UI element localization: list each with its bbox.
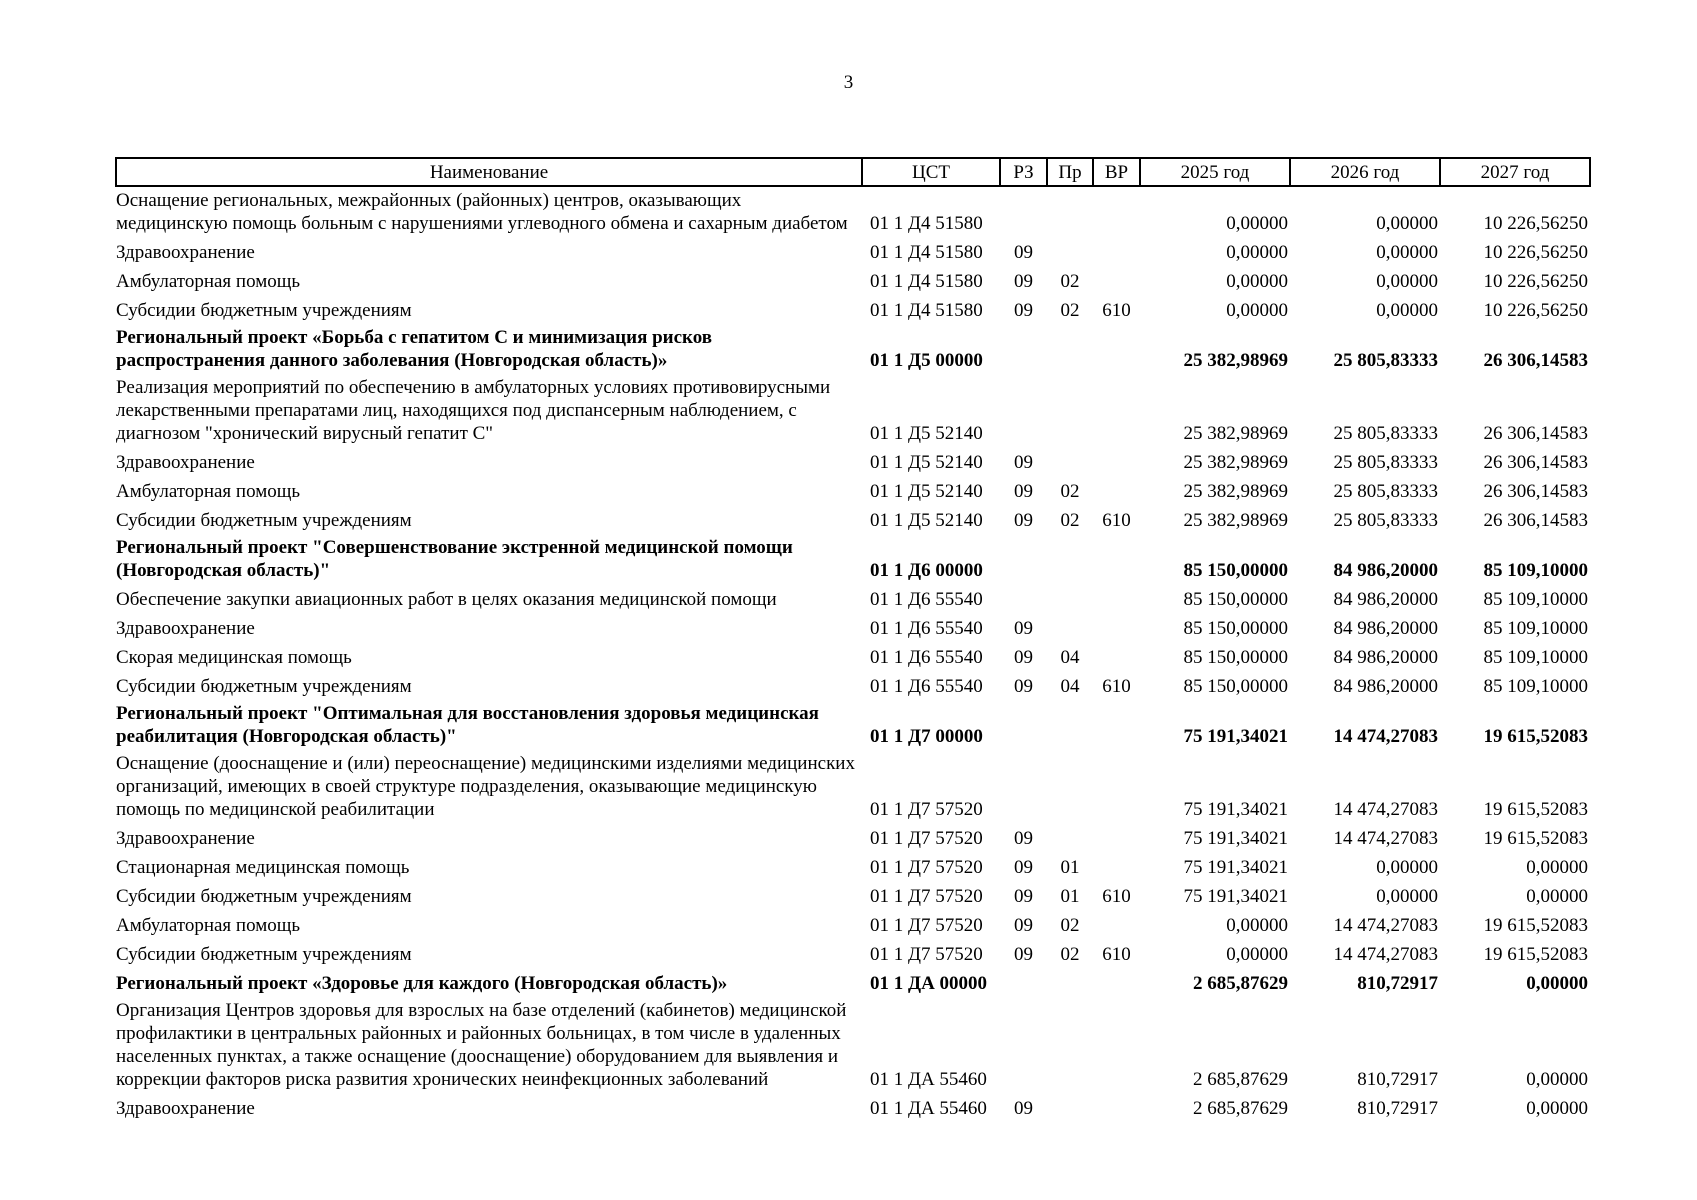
cell-name: Региональный проект "Оптимальная для восстановления здоровья медицинская реабилитация (Новгородская область)" <box>116 703 819 747</box>
cell-pr: 01 <box>1060 857 1080 878</box>
cell-cst: 01 1 Д6 55540 <box>870 618 983 639</box>
cell-y2027: 26 306,14583 <box>1483 510 1588 531</box>
cell-vr <box>1093 266 1140 295</box>
cell-rz <box>1000 997 1047 1093</box>
cell-name: Амбулаторная помощь <box>116 271 301 292</box>
cell-y2026: 0,00000 <box>1376 300 1438 321</box>
cell-cst: 01 1 Д5 52140 <box>870 510 983 531</box>
table-row <box>116 476 1590 505</box>
cell-y2026: 84 986,20000 <box>1333 560 1438 581</box>
cell-pr: 02 <box>1060 510 1080 531</box>
cell-y2026: 14 474,27083 <box>1333 726 1438 747</box>
cell-cst: 01 1 ДА 00000 <box>870 973 988 994</box>
cell-pr <box>1047 186 1093 237</box>
table-row <box>116 997 1590 1093</box>
column-header-2027: 2027 год <box>1440 158 1590 186</box>
table-row <box>116 750 1590 823</box>
table-row <box>116 374 1590 447</box>
table-row <box>116 881 1590 910</box>
cell-rz <box>1000 186 1047 237</box>
cell-y2027: 10 226,56250 <box>1483 213 1588 234</box>
cell-cst: 01 1 Д7 57520 <box>870 799 983 820</box>
cell-y2025: 75 191,34021 <box>1183 828 1288 849</box>
cell-y2027: 26 306,14583 <box>1483 350 1588 371</box>
cell-vr: 610 <box>1102 300 1131 321</box>
cell-vr <box>1093 186 1140 237</box>
cell-y2027: 10 226,56250 <box>1483 242 1588 263</box>
cell-vr <box>1093 823 1140 852</box>
cell-y2027: 19 615,52083 <box>1483 799 1588 820</box>
cell-y2025: 75 191,34021 <box>1183 726 1288 747</box>
cell-y2025: 25 382,98969 <box>1183 510 1288 531</box>
cell-vr: 610 <box>1102 944 1131 965</box>
cell-y2026: 0,00000 <box>1376 242 1438 263</box>
cell-vr <box>1093 237 1140 266</box>
cell-name: Реализация мероприятий по обеспечению в амбулаторных условиях противовирусными лекарственными препаратами лиц, находящихся под диспансерным наблюдением, с диагнозом "хронический вирусный гепатит С" <box>116 377 831 444</box>
table-row <box>116 584 1590 613</box>
cell-rz: 09 <box>1014 886 1033 907</box>
cell-vr <box>1093 642 1140 671</box>
cell-vr <box>1093 700 1140 750</box>
cell-pr: 04 <box>1060 647 1080 668</box>
cell-vr: 610 <box>1102 676 1131 697</box>
cell-vr <box>1093 476 1140 505</box>
cell-y2026: 25 805,83333 <box>1333 452 1438 473</box>
cell-name: Здравоохранение <box>116 1098 255 1119</box>
cell-y2027: 85 109,10000 <box>1483 589 1588 610</box>
cell-name: Организация Центров здоровья для взрослых на базе отделений (кабинетов) медицинской профилактики в центральных районных и районных больницах, в том числе в удаленных населенных пунктах, а также оснащение (дооснащение) оборудованием для выявления и коррекции факторов риска развития хронических неинфекционных заболеваний <box>116 1000 847 1090</box>
cell-y2026: 810,72917 <box>1357 1069 1438 1090</box>
cell-pr: 02 <box>1060 944 1080 965</box>
cell-name: Скорая медицинская помощь <box>116 647 352 668</box>
cell-pr <box>1047 374 1093 447</box>
table-row <box>116 295 1590 324</box>
cell-y2026: 14 474,27083 <box>1333 799 1438 820</box>
cell-y2027: 0,00000 <box>1526 973 1588 994</box>
cell-pr <box>1047 447 1093 476</box>
cell-y2025: 25 382,98969 <box>1183 350 1288 371</box>
cell-y2027: 19 615,52083 <box>1483 828 1588 849</box>
cell-rz: 09 <box>1014 647 1033 668</box>
cell-pr <box>1047 1093 1093 1122</box>
cell-rz <box>1000 374 1047 447</box>
cell-pr <box>1047 997 1093 1093</box>
cell-cst: 01 1 Д4 51580 <box>870 213 983 234</box>
cell-name: Субсидии бюджетным учреждениям <box>116 676 412 697</box>
cell-y2025: 0,00000 <box>1226 944 1288 965</box>
cell-rz <box>1000 324 1047 374</box>
cell-vr <box>1093 324 1140 374</box>
cell-name: Субсидии бюджетным учреждениям <box>116 886 412 907</box>
table-row <box>116 237 1590 266</box>
cell-pr <box>1047 700 1093 750</box>
cell-y2026: 14 474,27083 <box>1333 828 1438 849</box>
cell-y2025: 25 382,98969 <box>1183 423 1288 444</box>
cell-pr: 02 <box>1060 271 1080 292</box>
cell-cst: 01 1 Д7 57520 <box>870 915 983 936</box>
cell-pr: 02 <box>1060 915 1080 936</box>
cell-cst: 01 1 Д6 55540 <box>870 676 983 697</box>
cell-y2026: 84 986,20000 <box>1333 647 1438 668</box>
cell-y2026: 0,00000 <box>1376 213 1438 234</box>
cell-cst: 01 1 Д4 51580 <box>870 300 983 321</box>
cell-y2027: 0,00000 <box>1526 1098 1588 1119</box>
cell-cst: 01 1 Д4 51580 <box>870 242 983 263</box>
cell-y2027: 10 226,56250 <box>1483 300 1588 321</box>
cell-pr <box>1047 534 1093 584</box>
cell-name: Оснащение (дооснащение и (или) переоснащение) медицинскими изделиями медицинских организаций, имеющих в своей структуре подразделения, оказывающие медицинскую помощь по медицинской реабилитации <box>116 753 855 820</box>
cell-name: Обеспечение закупки авиационных работ в целях оказания медицинской помощи <box>116 589 777 610</box>
cell-name: Амбулаторная помощь <box>116 481 301 502</box>
cell-pr <box>1047 584 1093 613</box>
cell-y2027: 85 109,10000 <box>1483 560 1588 581</box>
cell-y2026: 810,72917 <box>1357 973 1438 994</box>
cell-vr <box>1093 852 1140 881</box>
cell-vr: 610 <box>1102 510 1131 531</box>
cell-pr: 01 <box>1060 886 1080 907</box>
cell-y2026: 810,72917 <box>1357 1098 1438 1119</box>
cell-y2026: 14 474,27083 <box>1333 915 1438 936</box>
cell-y2025: 75 191,34021 <box>1183 857 1288 878</box>
table-row <box>116 700 1590 750</box>
cell-name: Стационарная медицинская помощь <box>116 857 410 878</box>
cell-cst: 01 1 Д7 57520 <box>870 886 983 907</box>
cell-cst: 01 1 Д4 51580 <box>870 271 983 292</box>
table-header-row <box>116 158 1590 186</box>
cell-cst: 01 1 ДА 55460 <box>870 1069 987 1090</box>
cell-pr: 04 <box>1060 676 1080 697</box>
cell-rz: 09 <box>1014 676 1033 697</box>
cell-cst: 01 1 Д5 52140 <box>870 423 983 444</box>
cell-rz: 09 <box>1014 271 1033 292</box>
cell-y2026: 0,00000 <box>1376 886 1438 907</box>
cell-y2027: 26 306,14583 <box>1483 423 1588 444</box>
cell-y2026: 84 986,20000 <box>1333 676 1438 697</box>
cell-cst: 01 1 Д5 52140 <box>870 452 983 473</box>
cell-rz: 09 <box>1014 1098 1033 1119</box>
cell-name: Амбулаторная помощь <box>116 915 301 936</box>
cell-name: Оснащение региональных, межрайонных (районных) центров, оказывающих медицинскую помощь больным с нарушениями углеводного обмена и сахарным диабетом <box>116 190 848 234</box>
column-header-rz: РЗ <box>1000 158 1047 186</box>
table-row <box>116 852 1590 881</box>
cell-rz: 09 <box>1014 452 1033 473</box>
cell-name: Здравоохранение <box>116 828 255 849</box>
page-number: 3 <box>843 72 854 93</box>
cell-y2025: 0,00000 <box>1226 242 1288 263</box>
cell-pr <box>1047 613 1093 642</box>
cell-name: Здравоохранение <box>116 452 255 473</box>
cell-vr <box>1093 447 1140 476</box>
cell-cst: 01 1 Д7 00000 <box>870 726 983 747</box>
cell-y2026: 84 986,20000 <box>1333 618 1438 639</box>
cell-rz: 09 <box>1014 944 1033 965</box>
column-header-vr: ВР <box>1093 158 1140 186</box>
cell-y2026: 25 805,83333 <box>1333 423 1438 444</box>
cell-y2025: 75 191,34021 <box>1183 799 1288 820</box>
cell-rz <box>1000 750 1047 823</box>
cell-y2025: 85 150,00000 <box>1183 589 1288 610</box>
cell-y2025: 85 150,00000 <box>1183 618 1288 639</box>
cell-rz: 09 <box>1014 481 1033 502</box>
cell-y2025: 25 382,98969 <box>1183 481 1288 502</box>
cell-y2025: 0,00000 <box>1226 915 1288 936</box>
cell-rz: 09 <box>1014 242 1033 263</box>
cell-y2027: 19 615,52083 <box>1483 726 1588 747</box>
cell-vr <box>1093 374 1140 447</box>
table-row <box>116 447 1590 476</box>
cell-name: Субсидии бюджетным учреждениям <box>116 944 412 965</box>
cell-y2026: 25 805,83333 <box>1333 481 1438 502</box>
cell-y2025: 25 382,98969 <box>1183 452 1288 473</box>
cell-y2027: 26 306,14583 <box>1483 481 1588 502</box>
cell-y2025: 0,00000 <box>1226 213 1288 234</box>
cell-y2025: 2 685,87629 <box>1193 1069 1288 1090</box>
cell-pr: 02 <box>1060 481 1080 502</box>
cell-pr: 02 <box>1060 300 1080 321</box>
cell-name: Субсидии бюджетным учреждениям <box>116 300 412 321</box>
cell-y2026: 25 805,83333 <box>1333 510 1438 531</box>
cell-y2025: 0,00000 <box>1226 300 1288 321</box>
cell-pr <box>1047 968 1093 997</box>
cell-cst: 01 1 Д7 57520 <box>870 944 983 965</box>
cell-y2027: 0,00000 <box>1526 886 1588 907</box>
cell-vr <box>1093 613 1140 642</box>
cell-rz <box>1000 534 1047 584</box>
cell-y2026: 14 474,27083 <box>1333 944 1438 965</box>
cell-vr <box>1093 910 1140 939</box>
cell-vr <box>1093 584 1140 613</box>
cell-pr <box>1047 823 1093 852</box>
cell-rz: 09 <box>1014 828 1033 849</box>
table-body <box>116 186 1590 1122</box>
cell-y2027: 10 226,56250 <box>1483 271 1588 292</box>
cell-vr <box>1093 534 1140 584</box>
table-row <box>116 910 1590 939</box>
cell-y2027: 0,00000 <box>1526 857 1588 878</box>
budget-table <box>115 157 1591 1122</box>
cell-vr <box>1093 1093 1140 1122</box>
table-row <box>116 324 1590 374</box>
column-header-pr: Пр <box>1047 158 1093 186</box>
cell-y2027: 19 615,52083 <box>1483 915 1588 936</box>
cell-vr <box>1093 968 1140 997</box>
cell-cst: 01 1 Д7 57520 <box>870 857 983 878</box>
cell-cst: 01 1 Д5 00000 <box>870 350 983 371</box>
cell-y2027: 19 615,52083 <box>1483 944 1588 965</box>
table-row <box>116 266 1590 295</box>
cell-y2025: 85 150,00000 <box>1183 647 1288 668</box>
cell-y2027: 85 109,10000 <box>1483 676 1588 697</box>
cell-y2026: 0,00000 <box>1376 271 1438 292</box>
cell-y2027: 26 306,14583 <box>1483 452 1588 473</box>
cell-y2025: 85 150,00000 <box>1183 676 1288 697</box>
cell-y2025: 85 150,00000 <box>1183 560 1288 581</box>
cell-rz: 09 <box>1014 915 1033 936</box>
table-row <box>116 823 1590 852</box>
table-row <box>116 1093 1590 1122</box>
cell-y2027: 0,00000 <box>1526 1069 1588 1090</box>
cell-rz <box>1000 700 1047 750</box>
cell-name: Субсидии бюджетным учреждениям <box>116 510 412 531</box>
cell-cst: 01 1 Д6 00000 <box>870 560 983 581</box>
column-header-name: Наименование <box>116 158 862 186</box>
cell-pr <box>1047 750 1093 823</box>
table-row <box>116 642 1590 671</box>
cell-cst: 01 1 Д5 52140 <box>870 481 983 502</box>
cell-cst: 01 1 ДА 55460 <box>870 1098 987 1119</box>
cell-vr: 610 <box>1102 886 1131 907</box>
cell-y2025: 2 685,87629 <box>1193 973 1288 994</box>
cell-pr <box>1047 237 1093 266</box>
column-header-cst: ЦСТ <box>862 158 1000 186</box>
cell-name: Региональный проект "Совершенствование экстренной медицинской помощи (Новгородская область)" <box>116 537 793 581</box>
cell-pr <box>1047 324 1093 374</box>
cell-y2025: 0,00000 <box>1226 271 1288 292</box>
cell-y2025: 75 191,34021 <box>1183 886 1288 907</box>
cell-name: Региональный проект «Борьба с гепатитом С и минимизация рисков распространения данного заболевания (Новгородская область)» <box>116 327 713 371</box>
cell-rz <box>1000 584 1047 613</box>
cell-y2027: 85 109,10000 <box>1483 618 1588 639</box>
cell-cst: 01 1 Д6 55540 <box>870 647 983 668</box>
cell-y2026: 25 805,83333 <box>1333 350 1438 371</box>
cell-rz: 09 <box>1014 857 1033 878</box>
cell-name: Региональный проект «Здоровье для каждого (Новгородская область)» <box>116 973 728 994</box>
cell-cst: 01 1 Д6 55540 <box>870 589 983 610</box>
cell-rz <box>1000 968 1047 997</box>
cell-cst: 01 1 Д7 57520 <box>870 828 983 849</box>
cell-name: Здравоохранение <box>116 618 255 639</box>
table-row <box>116 939 1590 968</box>
table-row <box>116 968 1590 997</box>
cell-vr <box>1093 750 1140 823</box>
table-row <box>116 534 1590 584</box>
table-row <box>116 671 1590 700</box>
table-row <box>116 613 1590 642</box>
cell-vr <box>1093 997 1140 1093</box>
table-row <box>116 186 1590 237</box>
cell-y2027: 85 109,10000 <box>1483 647 1588 668</box>
column-header-2026: 2026 год <box>1290 158 1440 186</box>
cell-y2026: 84 986,20000 <box>1333 589 1438 610</box>
column-header-2025: 2025 год <box>1140 158 1290 186</box>
table-row <box>116 505 1590 534</box>
cell-rz: 09 <box>1014 618 1033 639</box>
cell-name: Здравоохранение <box>116 242 255 263</box>
cell-rz: 09 <box>1014 510 1033 531</box>
cell-y2025: 2 685,87629 <box>1193 1098 1288 1119</box>
cell-rz: 09 <box>1014 300 1033 321</box>
cell-y2026: 0,00000 <box>1376 857 1438 878</box>
